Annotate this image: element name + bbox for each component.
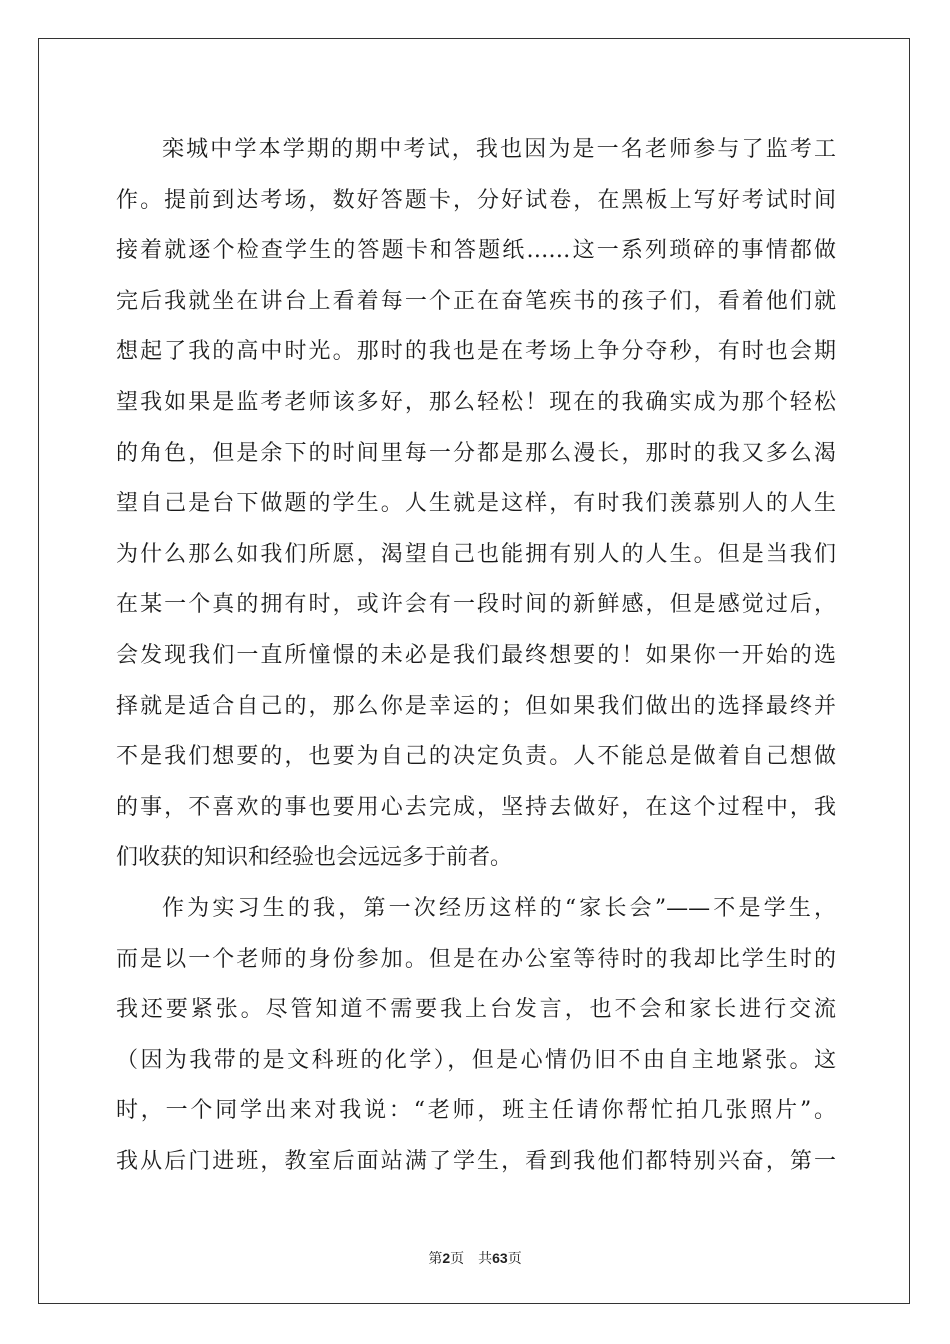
- paragraph-1-line-11: 会发现我们一直所憧憬的未必是我们最终想要的！如果你一开始的选: [116, 642, 836, 668]
- paragraph-1-line-9: 为什么那么如我们所愿，渴望自己也能拥有别人的人生。但是当我们: [116, 541, 836, 567]
- page-footer: [0, 1248, 950, 1268]
- paragraph-1-line-6: 望我如果是监考老师该多好，那么轻松！现在的我确实成为那个轻松: [116, 389, 836, 415]
- paragraph-1-line-10: 在某一个真的拥有时，或许会有一段时间的新鲜感，但是感觉过后，: [116, 592, 836, 618]
- page-prefix: 第: [428, 1251, 443, 1267]
- paragraph-1-line-1: 栾城中学本学期的期中考试，我也因为是一名老师参与了监考工: [162, 137, 836, 162]
- current-page-number: 2: [442, 1250, 451, 1266]
- page-suffix: 页: [450, 1251, 465, 1267]
- paragraph-2-line-4: （因为我带的是文科班的化学），但是心情仍旧不由自主地紧张。这: [116, 1047, 836, 1073]
- paragraph-1-line-2: 作。提前到达考场，数好答题卡，分好试卷，在黑板上写好考试时间: [116, 187, 836, 213]
- paragraph-1-line-3: 接着就逐个检查学生的答题卡和答题纸……这一系列琐碎的事情都做: [116, 238, 836, 264]
- paragraph-1-line-12: 择就是适合自己的，那么你是幸运的；但如果我们做出的选择最终并: [116, 693, 836, 719]
- paragraph-1-line-13: 不是我们想要的，也要为自己的决定负责。人不能总是做着自己想做: [116, 744, 836, 770]
- paragraph-2-line-3: 我还要紧张。尽管知道不需要我上台发言，也不会和家长进行交流: [116, 997, 836, 1023]
- total-page-count: 63: [492, 1250, 508, 1266]
- paragraph-2-line-2: 而是以一个老师的身份参加。但是在办公室等待时的我却比学生时的: [116, 946, 836, 972]
- total-suffix: 页: [507, 1251, 522, 1267]
- paragraph-1-line-7: 的角色，但是余下的时间里每一分都是那么漫长，那时的我又多么渴: [116, 440, 836, 466]
- paragraph-2-line-6: 我从后门进班，教室后面站满了学生，看到我他们都特别兴奋，第一: [116, 1148, 836, 1174]
- document-body: [116, 125, 836, 1187]
- paragraph-1-line-5: 想起了我的高中时光。那时的我也是在考场上争分夺秒，有时也会期: [116, 339, 836, 365]
- paragraph-1-line-15: 们收获的知识和经验也会远远多于前者。: [116, 845, 513, 871]
- total-prefix: 共: [478, 1251, 493, 1267]
- paragraph-1-line-8: 望自己是台下做题的学生。人生就是这样，有时我们羡慕别人的人生: [116, 491, 836, 517]
- paragraph-2-line-5: 时，一个同学出来对我说：“老师，班主任请你帮忙拍几张照片”。: [116, 1098, 836, 1124]
- paragraph-1-line-14: 的事，不喜欢的事也要用心去完成，坚持去做好，在这个过程中，我: [116, 794, 836, 820]
- paragraph-1-line-4: 完后我就坐在讲台上看着每一个正在奋笔疾书的孩子们，看着他们就: [116, 288, 836, 314]
- paragraph-2-line-1: 作为实习生的我，第一次经历这样的“家长会”——不是学生，: [162, 895, 836, 921]
